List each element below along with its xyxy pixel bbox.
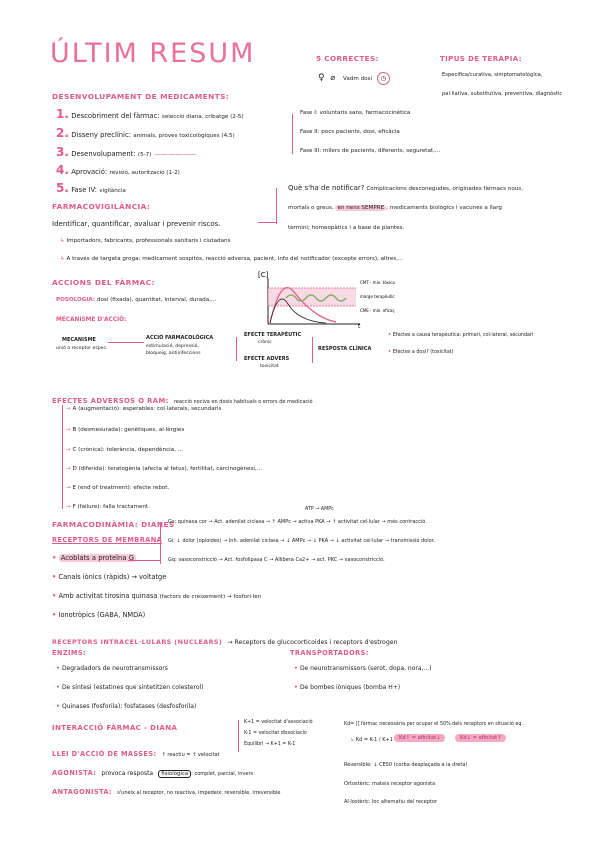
acoblats-row: • Acoblats a proteïna G xyxy=(52,554,134,562)
notif-line1: Què s'ha de notificar? Complicacions desconegudes, originades fàrmacs nous, xyxy=(288,184,523,192)
correctes-text: Vadm dosi xyxy=(342,76,373,82)
fases-bracket xyxy=(292,114,293,154)
notif-connector xyxy=(258,222,276,223)
gprot-connector xyxy=(128,560,160,561)
graph-cme-label: CME - min. eficaç xyxy=(360,308,395,313)
antagonista-row: ANTAGONISTA: s'uneix al receptor, no reactiva, impedeix: reversible, irreversible xyxy=(52,788,281,796)
mec-mid-3: bloqueig, antiinfeccions xyxy=(146,351,201,356)
tipus-heading: TIPUS DE TERÀPIA: xyxy=(440,55,522,63)
efecte-terapeutic-sub: crònic xyxy=(258,340,272,345)
enzim-3: • Quinases (fosforila); fosfatases (desfosforila) xyxy=(56,703,197,710)
desenv-item-5: 5. Fase IV: vigilància xyxy=(56,181,126,195)
desenv-item-3: 3. Desenvolupament: (5-7) —————— xyxy=(56,145,197,159)
enzim-2: • De síntesi (estatines que sintetitzen colesterol) xyxy=(56,684,204,691)
farmacodin-heading: FARMACODINÀMIA: DIANES xyxy=(52,520,175,529)
kd-low: Kd↑ = afinitat↓ xyxy=(394,736,445,742)
fase-3: Fase III: milers de pacients, diferents, seguretat,... xyxy=(300,148,441,154)
kd-high: Kd↓ = afinitat↑ xyxy=(455,736,506,742)
graph-cmt-label: CMT - min. tòxica xyxy=(360,280,395,285)
resposta-bracket xyxy=(312,337,313,363)
farmacovig-sub2: ↳ A través de targeta groga: medicament sospitós, reacció adversa, pacient, info del notificador (excepte errors), altres,... xyxy=(60,256,404,262)
efecte-c: → C (crònica): tolerància, dependència, ... xyxy=(66,447,183,453)
notif-line2: mortals o greus, en nens SEMPRE ; medicaments biològics i vacunes a llarg xyxy=(288,205,502,211)
pill-icon: ⌀ xyxy=(330,73,336,82)
ortosteric: Ortostèric: mateix receptor agonista xyxy=(344,781,436,787)
atp-ampc: ATP → AMPc xyxy=(305,507,334,512)
graph-y-label: [C] xyxy=(258,271,269,279)
llei-row: LLEI D'ACCIÓ DE MASSES: ↑ reactiu = ↑ velocitat xyxy=(52,750,220,758)
desenv-item-4: 4. Aprovació: revisió, autorització (1-2) xyxy=(56,163,180,177)
tipus-line2: pal·liativa, substitutiva, preventiva, diagnòstic xyxy=(442,91,563,97)
resposta-clinica: RESPOSTA CLÍNICA xyxy=(318,346,372,352)
interaccio-heading: INTERACCIÓ FÀRMAC - DIANA xyxy=(52,724,178,732)
farmacovig-sub1: ↳ Importadors, fabricants, professionals sanitaris i ciutadans xyxy=(60,238,231,244)
desenv-item-2: 2. Disseny preclínic: animals, proves toxicològiques (4,5) xyxy=(56,126,235,140)
person-icon: ♀ xyxy=(318,73,325,83)
transportador-1: • De neurotransmissors (serot, dopa, nora,...) xyxy=(294,665,432,672)
mec-left-2: unió a receptor espec. xyxy=(56,346,108,351)
graph-x-label: t xyxy=(358,323,361,330)
graph-marge-label: marge terapèutic xyxy=(360,294,395,299)
notif-line3: termini; homeopàtics i a base de plantes. xyxy=(288,225,405,231)
kd-formula: ↳ Kd = K-1 / K+1 xyxy=(350,737,393,743)
efecte-b: → B (desmesurada): genètiques, al·lèrgies xyxy=(66,427,185,433)
kd-text: Kd= [] fàrmac necessària per ocupar el 50% dels receptors en situació eq. xyxy=(344,722,523,727)
fase-1: Fase I: voluntaris sans, farmacocinètica xyxy=(300,110,411,116)
desenv-heading: DESENVOLUPAMENT DE MEDICAMENTS: xyxy=(52,92,230,101)
allosteric: Al·lostèric: Ioc alternatiu del receptor xyxy=(344,799,437,805)
mec-mid-1: ACCIÓ FARMACOLÒGICA xyxy=(146,335,214,341)
agonista-row: AGONISTA: provoca resposta fisiològica : complet, parcial, invers xyxy=(52,769,254,777)
intracel-row: RECEPTORS INTRACEL·LULARS (NUCLEARS) → Receptors de glucocorticoides i receptors d'estrogen xyxy=(52,638,398,646)
canals-row: • Canals iònics (ràpids) → voltatge xyxy=(52,573,167,581)
efecte-e: → E (end of treatment): efecte rebot. xyxy=(66,485,170,491)
gq-row: Gq: vasoconstricció → Act. fosfolipasa C → Allibera Ca2+ → act. PKC → vasoconstricció. xyxy=(168,557,385,563)
efectes-bracket xyxy=(62,405,63,509)
k1: K+1 = velocitat d'associació xyxy=(244,720,313,725)
correctes-heading: 5 CORRECTES: xyxy=(316,54,379,63)
page-title: ÚLTIM RESUM xyxy=(50,38,256,69)
receptors-membrana: RECEPTORS DE MEMBRANA xyxy=(52,536,163,544)
correctes-row xyxy=(318,72,390,85)
notif-bracket xyxy=(276,188,277,224)
mec-mid-2: estimulació, depressió, xyxy=(146,344,199,349)
posologia: POSOLOGIA: dosi (fixada), quantitat, interval, durada,... xyxy=(56,297,217,303)
transportador-2: • De bombes iòniques (bomba H+) xyxy=(294,684,401,691)
mec-left-1: MECANISME xyxy=(62,337,96,343)
dir-2: • Efectes a dosi? (toxicitat) xyxy=(388,350,454,355)
enzims-heading: ENZIMS: xyxy=(52,649,87,657)
dir-1: • Efectes a causa terapèutica: primari, col·lateral, secundari xyxy=(388,333,534,338)
concentration-graph xyxy=(256,268,406,330)
enzim-1: • Degradadors de neurotransmissors xyxy=(56,665,168,672)
efecte-f: → F (failure): falla tractament. xyxy=(66,504,150,510)
transportadors-heading: TRANSPORTADORS: xyxy=(290,649,369,657)
clock-icon: ◷ xyxy=(377,72,390,85)
mec-bracket xyxy=(236,337,237,361)
k-bracket xyxy=(238,720,239,752)
reversible: Reversible: ↓ CE50 (corba desplaçada a la dreta) xyxy=(344,762,468,768)
amb-row: • Amb activitat tirosina quinasa (factors de creixement) → fosfori·len xyxy=(52,592,262,600)
efecte-d: → D (diferida): teratogènia (afecta al fetus), fertilitat, carcinogènesi,... xyxy=(66,466,263,472)
gs-row: Gs: quinasa cor → Act. adenilat ciclasa → ↑ AMPc → activa PKA → ↑ activitat cel·lular → més contracció. xyxy=(168,519,427,525)
farmacovig-heading: FARMACOVIGILÀNCIA: xyxy=(52,202,151,211)
k2: K-1 = velocitat dissociació xyxy=(244,731,307,736)
efecte-advers-sub: toxicitat xyxy=(260,364,279,369)
desenv-item-1: 1. Descobriment del fàrmac: selecció diana, cribatge (2-5) xyxy=(56,107,244,121)
tipus-line1: Específica/curativa, simptomatològica, xyxy=(442,72,543,78)
gi-row: Gi: ↓ dolor (opioides) → Inh. adenilat ciclasa → ↓ AMPc → ↓ PKA → ↓ activitat cel·lular → transmissió dolor. xyxy=(168,538,435,544)
accions-heading: ACCIONS DEL FÀRMAC: xyxy=(52,278,155,287)
gprot-bracket xyxy=(160,522,161,564)
efecte-advers: EFECTE ADVERS xyxy=(244,356,290,362)
efectes-heading-row: EFECTES ADVERSOS O RAM: reacció nociva en dosis habituals o errors de medicació xyxy=(52,397,313,405)
efecte-terapeutic: EFECTE TERAPÈUTIC xyxy=(244,332,302,338)
fase-2: Fase II: pocs pacients, dosi, eficàcia xyxy=(300,129,400,135)
equilibri: Equilibri → K+1 = K-1 xyxy=(244,742,296,747)
ionotropics-row: • Ionotròpics (GABA, NMDA) xyxy=(52,611,146,619)
efecte-a: → A (augmentació): esperables: col·laterals, secundaris xyxy=(66,406,222,412)
farmacovig-main: Identificar, quantificar, avaluar i prevenir riscos. xyxy=(52,220,221,228)
mecanisme-heading: MECANISME D'ACCIÓ: xyxy=(56,317,127,323)
mec-arrow-1 xyxy=(108,342,144,343)
